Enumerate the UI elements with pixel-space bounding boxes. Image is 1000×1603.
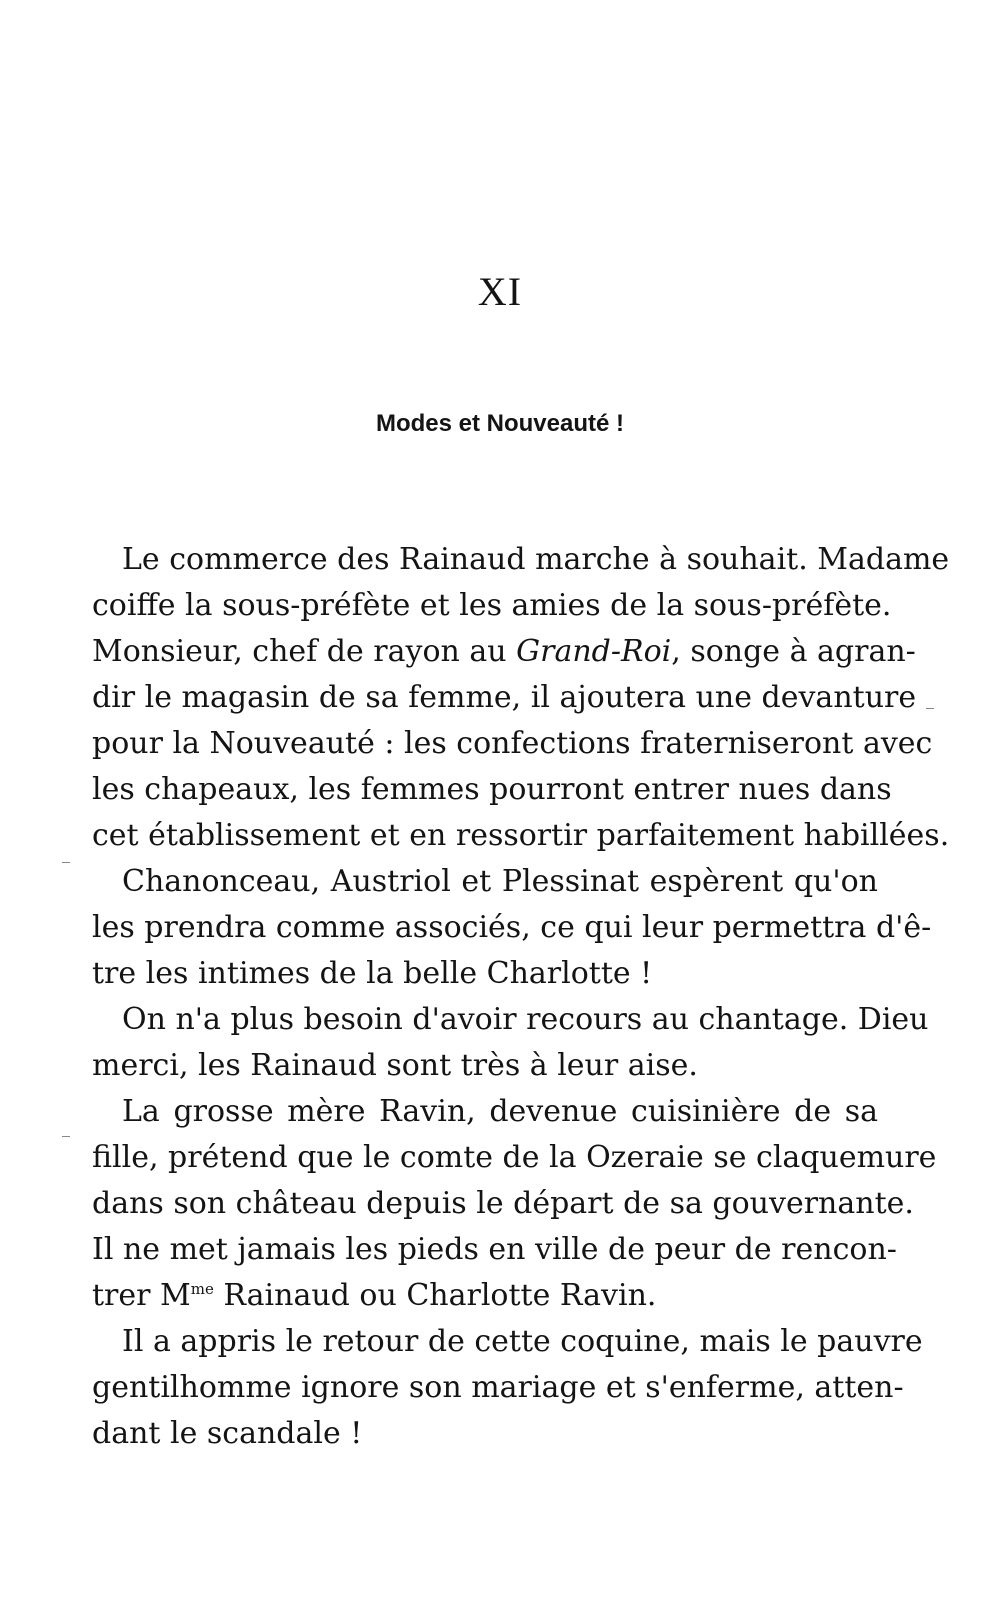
superscript: me	[190, 1280, 214, 1298]
text-line: gentilhomme ignore son mariage et s'enferme, atten-	[92, 1370, 904, 1405]
italic-text: Grand-Roi	[516, 634, 672, 669]
text-line: dir le magasin de sa femme, il ajoutera une devanture	[92, 680, 917, 715]
text-line: Chanonceau, Austriol et Plessinat espèrent qu'on	[122, 864, 878, 899]
text-line: Il a appris le retour de cette coquine, mais le pauvre	[122, 1324, 923, 1359]
margin-mark	[62, 862, 70, 863]
text-line: Le commerce des Rainaud marche à souhait. Madame	[122, 542, 950, 577]
text-line: trer $M^{me}$ Rainaud ou Charlotte Ravin.	[92, 1278, 657, 1313]
text-line: les chapeaux, les femmes pourront entrer nues dans	[92, 772, 892, 807]
text-line: merci, les Rainaud sont très à leur aise.	[92, 1048, 698, 1083]
paragraph	[92, 537, 950, 859]
text-line: coiffe la sous-préfète et les amies de la sous-préfète.	[92, 588, 892, 623]
paragraph	[92, 1319, 923, 1457]
text-line: les prendra comme associés, ce qui leur permettra d'ê-	[92, 910, 932, 945]
text-line: tre les intimes de la belle Charlotte !	[92, 956, 653, 991]
chapter-number: XI	[477, 269, 523, 314]
text-line: dant le scandale !	[92, 1416, 363, 1451]
text-line: fille, prétend que le comte de la Ozeraie se claquemure	[92, 1140, 937, 1175]
body-text	[92, 537, 950, 1457]
chapter-title: Modes et Nouveauté !	[375, 410, 625, 437]
paragraph	[92, 997, 929, 1089]
paragraph	[92, 1089, 937, 1319]
text-line: Il ne met jamais les pieds en ville de peur de rencon-	[92, 1232, 897, 1267]
text-line: pour la Nouveauté : les confections fraterniseront avec	[92, 726, 933, 761]
paragraph	[92, 859, 932, 997]
margin-mark	[62, 1136, 70, 1137]
text-line: dans son château depuis le départ de sa gouvernante.	[92, 1186, 914, 1221]
text-line: Monsieur, chef de rayon au Grand-Roi, songe à agran-	[92, 634, 916, 669]
text-line: On n'a plus besoin d'avoir recours au chantage. Dieu	[122, 1002, 929, 1037]
text-line: cet établissement et en ressortir parfaitement habillées.	[92, 818, 950, 853]
margin-mark	[926, 708, 934, 709]
text-line: La grosse mère Ravin, devenue cuisinière de sa	[122, 1094, 878, 1129]
